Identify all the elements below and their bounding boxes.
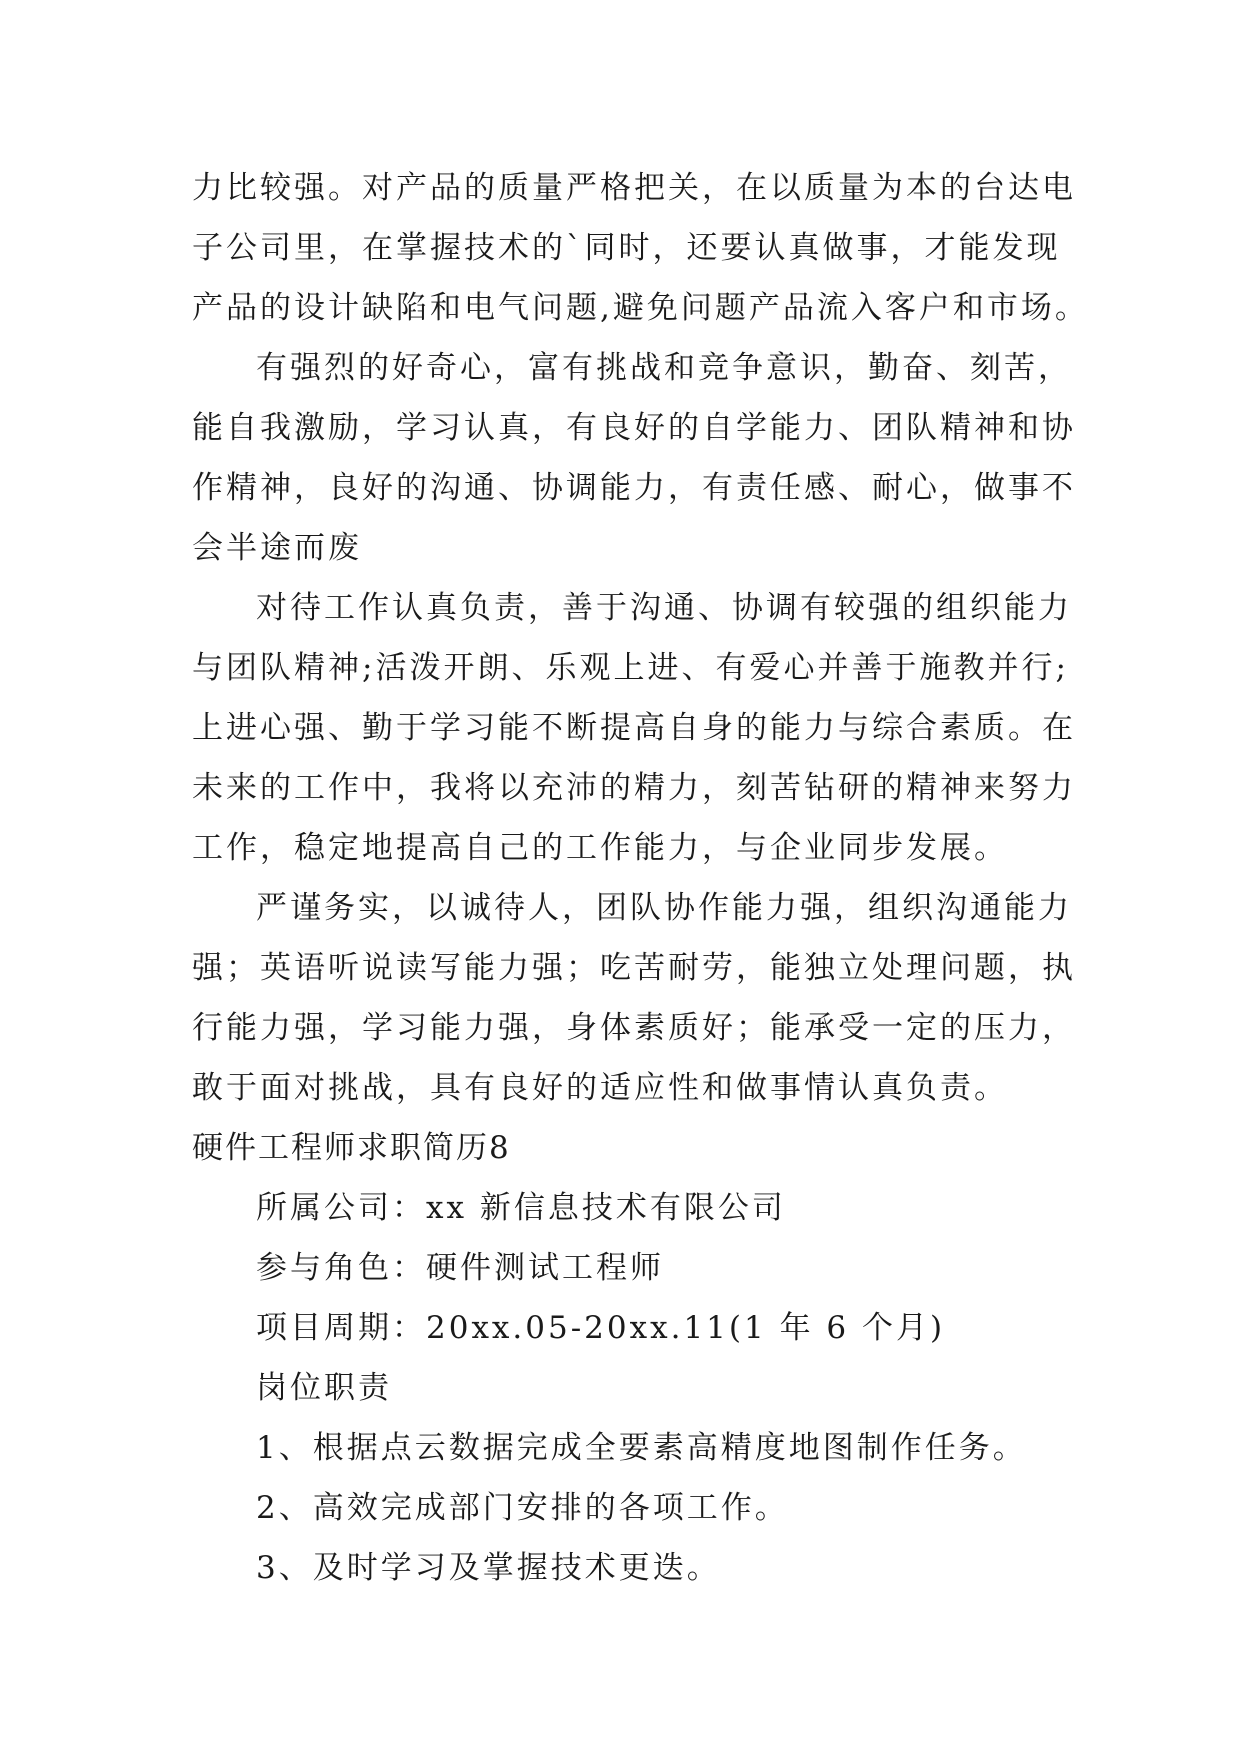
period-line: 项目周期：20xx.05-20xx.11(1 年 6 个月) [256,1310,946,1346]
paragraph-line: 工作，稳定地提高自己的工作能力，与企业同步发展。 [192,830,1008,866]
duty-item: 1、根据点云数据完成全要素高精度地图制作任务。 [256,1430,1027,1466]
paragraph-line: 未来的工作中，我将以充沛的精力，刻苦钻研的精神来努力 [192,770,1076,806]
duty-item: 3、及时学习及掌握技术更迭。 [256,1550,721,1586]
paragraph-line: 行能力强，学习能力强，身体素质好；能承受一定的压力， [192,1010,1076,1046]
paragraph-line: 作精神，良好的沟通、协调能力，有责任感、耐心，做事不 [192,470,1076,506]
paragraph-line: 敢于面对挑战，具有良好的适应性和做事情认真负责。 [192,1070,1008,1106]
paragraph-line: 有强烈的好奇心，富有挑战和竞争意识，勤奋、刻苦， [256,350,1072,386]
paragraph-line: 能自我激励，学习认真，有良好的自学能力、团队精神和协 [192,410,1076,446]
document-body [192,158,1092,1598]
paragraph-line: 强；英语听说读写能力强；吃苦耐劳，能独立处理问题，执 [192,950,1076,986]
paragraph-line: 会半途而废 [192,530,362,566]
company-line: 所属公司：xx 新信息技术有限公司 [256,1190,786,1226]
paragraph-line: 力比较强。对产品的质量严格把关，在以质量为本的台达电 [192,170,1076,206]
duty-item: 2、高效完成部门安排的各项工作。 [256,1490,789,1526]
section-title: 硬件工程师求职简历8 [192,1130,511,1166]
paragraph-line: 严谨务实，以诚待人，团队协作能力强，组织沟通能力 [256,890,1072,926]
paragraph-line: 上进心强、勤于学习能不断提高自身的能力与综合素质。在 [192,710,1076,746]
duties-heading: 岗位职责 [256,1370,392,1406]
role-line: 参与角色：硬件测试工程师 [256,1250,664,1286]
paragraph-line: 与团队精神;活泼开朗、乐观上进、有爱心并善于施教并行; [192,650,1069,686]
paragraph-line: 产品的设计缺陷和电气问题,避免问题产品流入客户和市场。 [192,290,1089,326]
paragraph-line: 对待工作认真负责，善于沟通、协调有较强的组织能力 [256,590,1072,626]
paragraph-line: 子公司里，在掌握技术的`同时，还要认真做事，才能发现 [192,230,1061,266]
